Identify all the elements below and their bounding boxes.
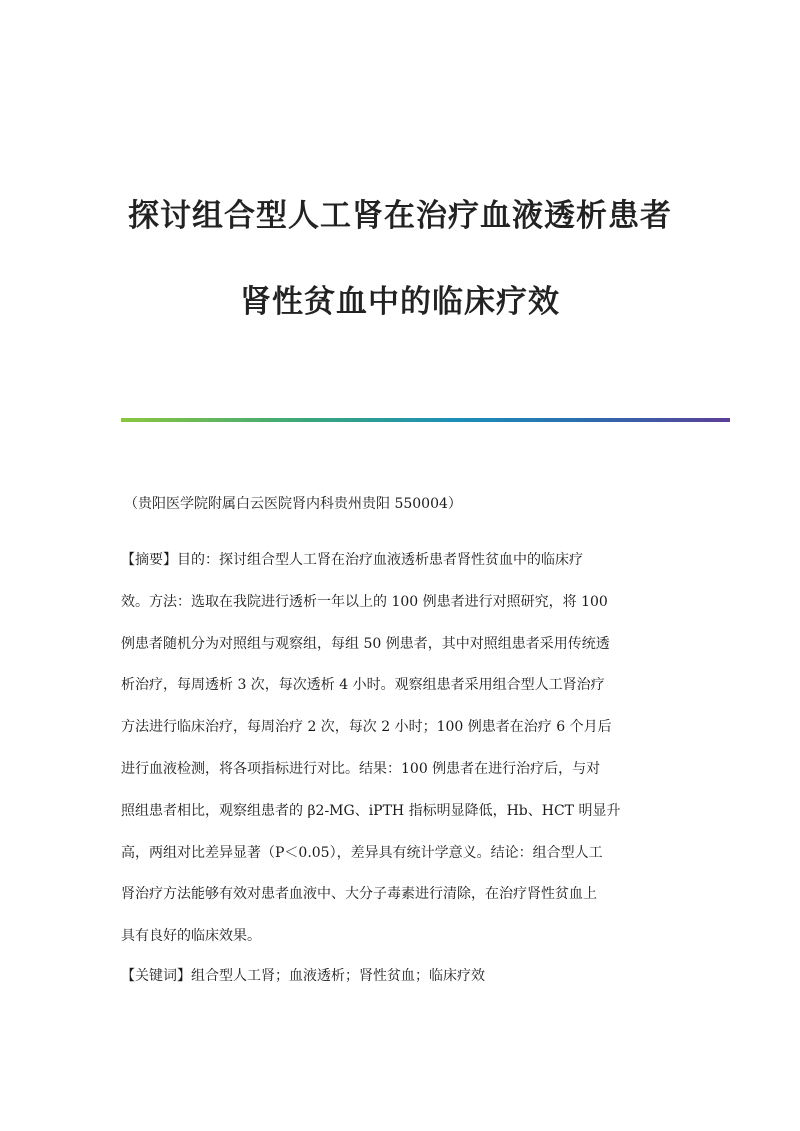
title-line-2: 肾性贫血中的临床疗效 xyxy=(240,284,560,320)
abstract-line: 照组患者相比，观察组患者的 β2-MG、iPTH 指标明显降低，Hb、HCT 明显升 xyxy=(121,802,621,819)
title-line-1: 探讨组合型人工肾在治疗血液透析患者 xyxy=(128,198,672,234)
abstract-line: 效。方法：选取在我院进行透析一年以上的 100 例患者进行对照研究，将 100 xyxy=(121,593,608,610)
abstract-line: 具有良好的临床效果。 xyxy=(121,928,261,945)
abstract-line: 例患者随机分为对照组与观察组，每组 50 例患者，其中对照组患者采用传统透 xyxy=(121,635,610,652)
abstract-line: 【摘要】目的：探讨组合型人工肾在治疗血液透析患者肾性贫血中的临床疗 xyxy=(121,552,583,568)
abstract-paragraph xyxy=(121,540,681,958)
abstract-line: 肾治疗方法能够有效对患者血液中、大分子毒素进行清除，在治疗肾性贫血上 xyxy=(121,886,597,903)
abstract-line: 高，两组对比差异显著（P＜0.05），差异具有统计学意义。结论：组合型人工 xyxy=(121,844,603,861)
abstract-line: 进行血液检测，将各项指标进行对比。结果：100 例患者在进行治疗后，与对 xyxy=(121,760,601,777)
keywords: 【关键词】组合型人工肾；血液透析；肾性贫血；临床疗效 xyxy=(121,968,485,984)
gradient-divider xyxy=(121,418,730,422)
author-affiliation: （贵阳医学院附属白云医院肾内科贵州贵阳 550004） xyxy=(124,496,462,512)
abstract-line: 析治疗，每周透析 3 次，每次透析 4 小时。观察组患者采用组合型人工肾治疗 xyxy=(121,677,605,694)
abstract-line: 方法进行临床治疗，每周治疗 2 次，每次 2 小时；100 例患者在治疗 6 个月后 xyxy=(121,719,612,736)
